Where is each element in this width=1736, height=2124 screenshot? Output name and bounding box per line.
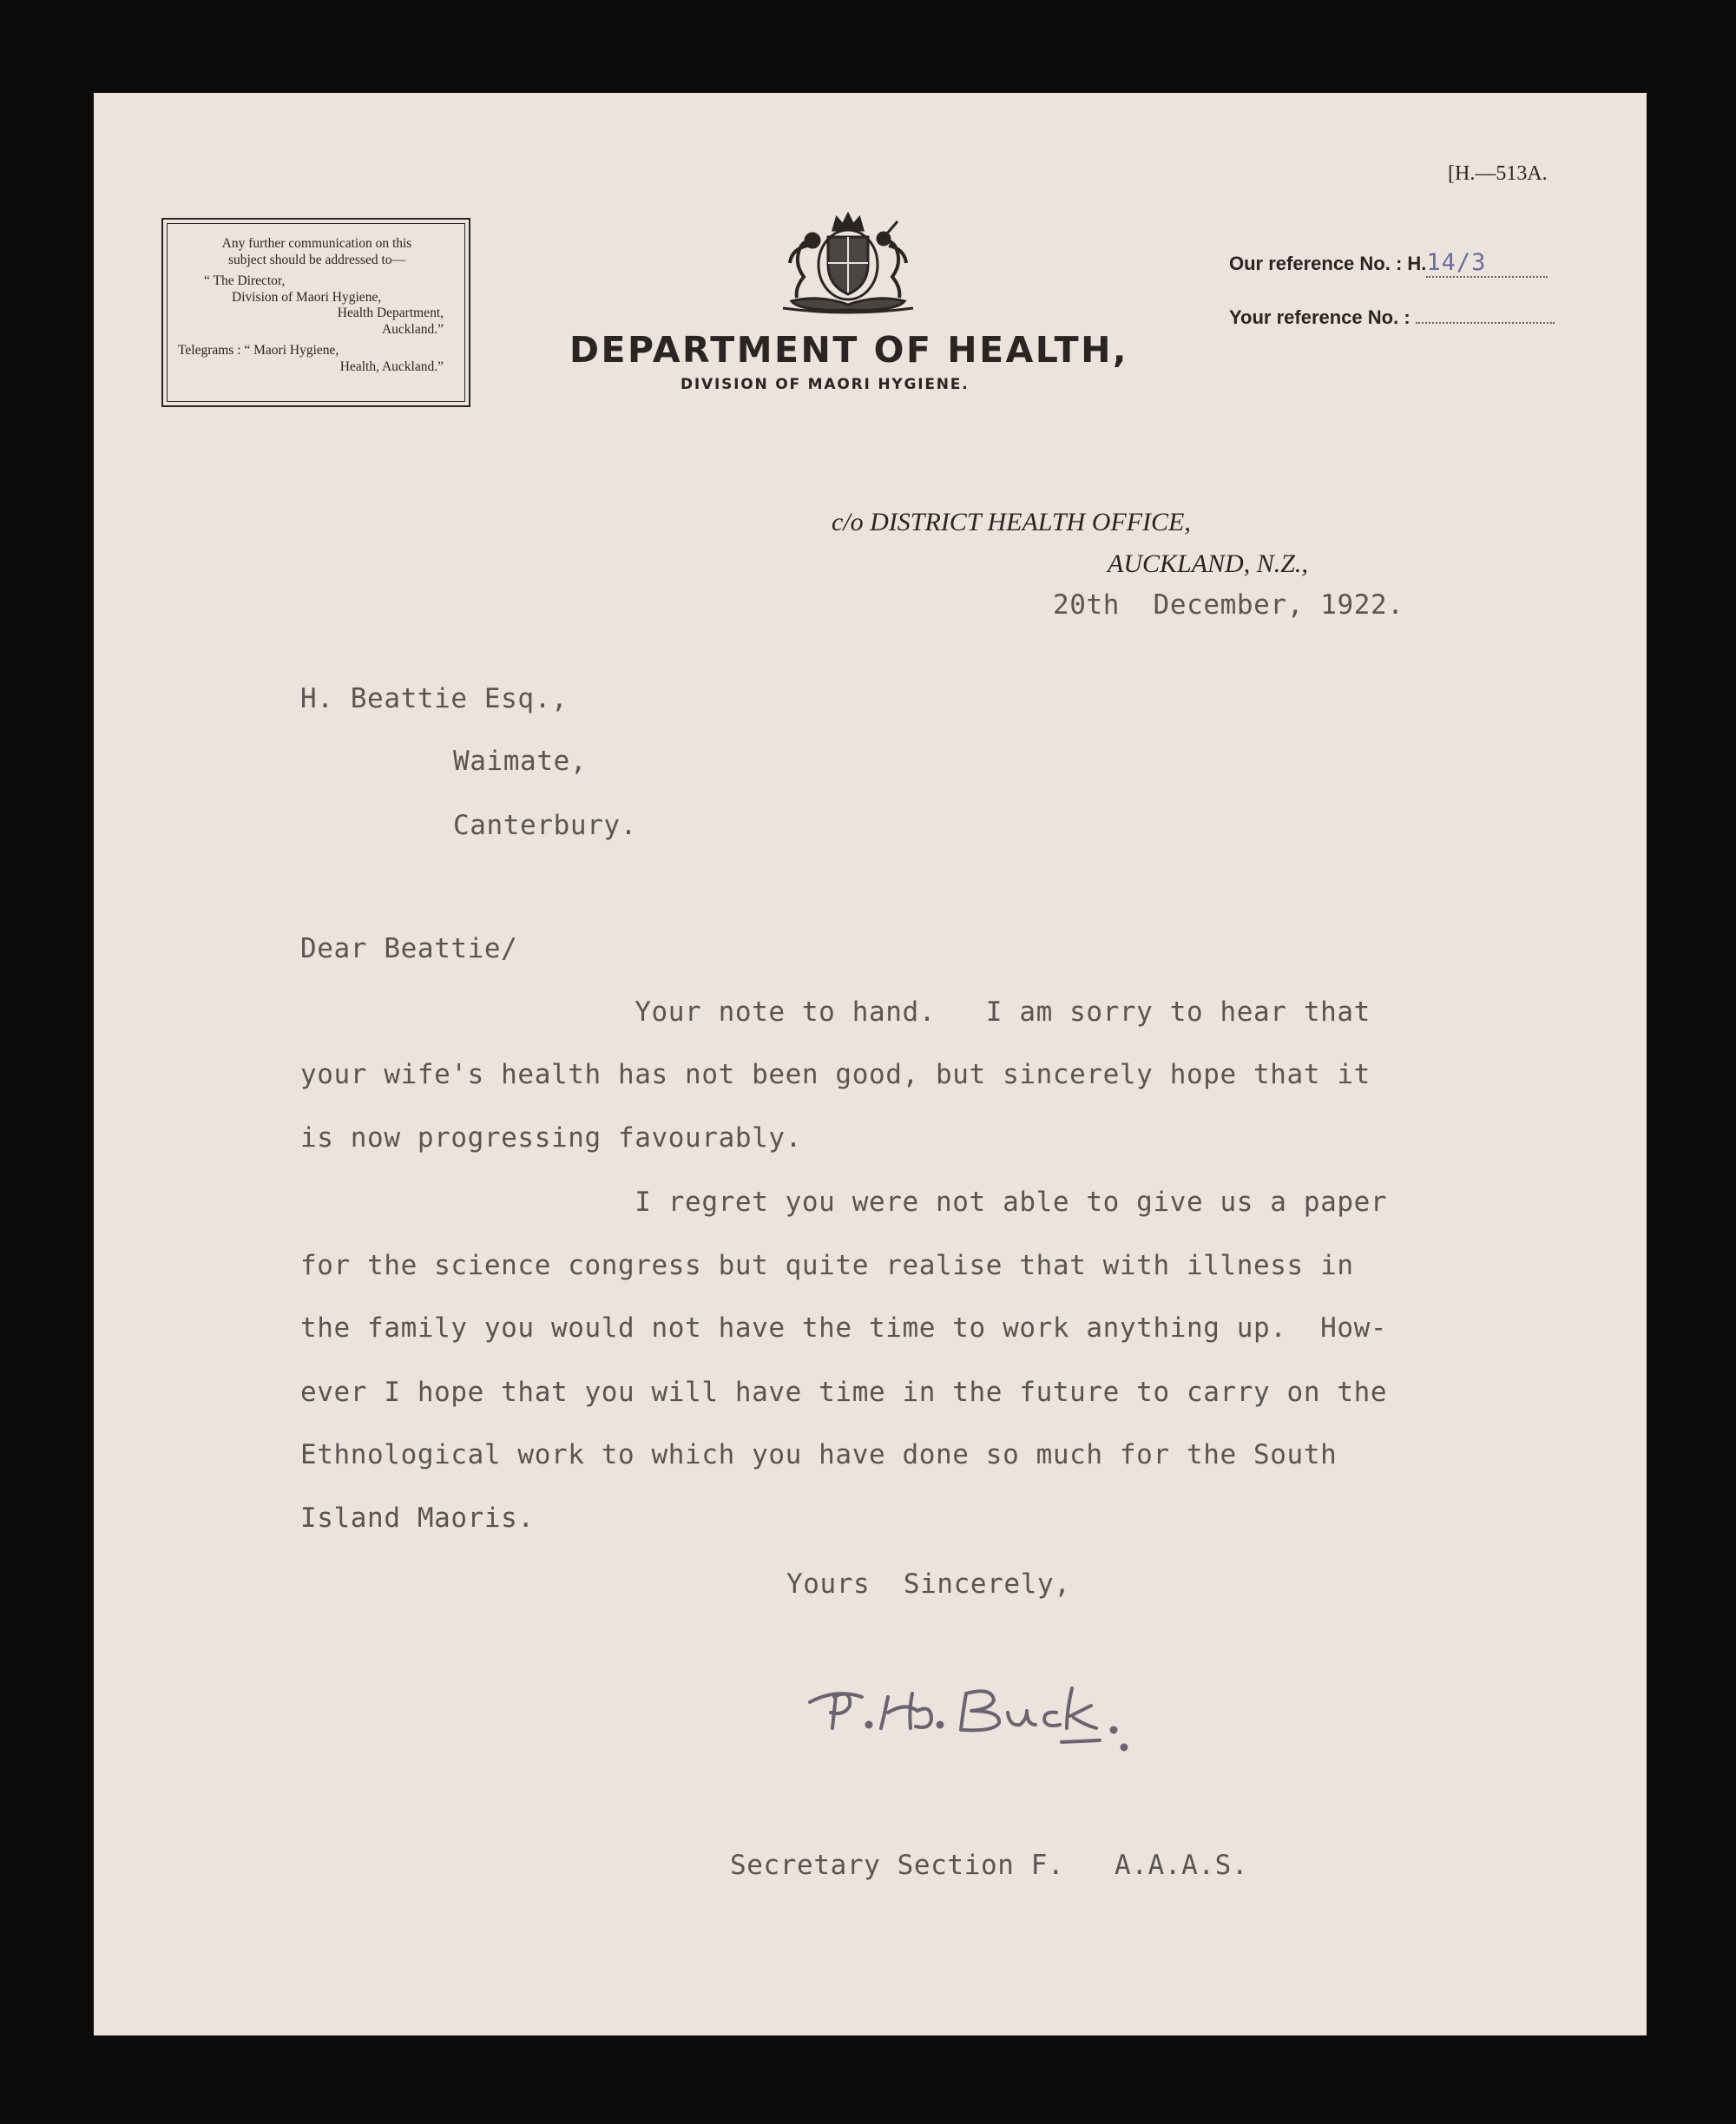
- body-line: your wife's health has not been good, but sincerely hope that it: [300, 1059, 1371, 1090]
- address-box-line: Any further communication on this: [221, 236, 412, 251]
- address-box-line: Health Department,: [337, 306, 444, 320]
- salutation: Dear Beattie/: [300, 933, 518, 964]
- recipient-line: Canterbury.: [453, 810, 637, 841]
- letter-page: [94, 93, 1647, 2035]
- address-box-line: Telegrams : “ Maori Hygiene,: [178, 343, 339, 358]
- your-reference-label: Your reference No. :: [1229, 306, 1410, 328]
- body-line: for the science congress but quite realise that with illness in: [300, 1250, 1354, 1281]
- body-line: is now progressing favourably.: [300, 1122, 802, 1154]
- body-line: Your note to hand. I am sorry to hear that: [300, 996, 1371, 1028]
- your-reference: [1229, 306, 1555, 329]
- address-box-line: “ The Director,: [204, 273, 286, 288]
- address-box-line: Division of Maori Hygiene,: [232, 289, 382, 305]
- address-box-line: Auckland.”: [381, 321, 444, 337]
- our-reference: [1229, 249, 1548, 278]
- body-line: Island Maoris.: [300, 1503, 535, 1534]
- our-reference-value: 14/3: [1426, 249, 1487, 276]
- your-reference-value: [1416, 322, 1555, 324]
- form-number: [H.—513A.: [1448, 162, 1548, 185]
- recipient-line: H. Beattie Esq.,: [300, 683, 569, 714]
- office-address-line: c/o DISTRICT HEALTH OFFICE,: [832, 508, 1191, 536]
- signatory-title: Secretary Section F. A.A.A.S.: [730, 1850, 1249, 1881]
- handwritten-signature: [801, 1662, 1183, 1758]
- letter-date: 20th December, 1922.: [1053, 589, 1404, 621]
- recipient-line: Waimate,: [453, 746, 588, 777]
- office-address-line: AUCKLAND, N.Z.,: [1108, 549, 1308, 578]
- body-line: Ethnological work to which you have done so much for the South: [300, 1439, 1338, 1470]
- address-box: [161, 218, 470, 407]
- sign-off: Yours Sincerely,: [786, 1568, 1071, 1600]
- body-line: I regret you were not able to give us a paper: [300, 1187, 1388, 1218]
- body-line: ever I hope that you will have time in the future to carry on the: [300, 1377, 1388, 1408]
- royal-coat-of-arms-icon: [757, 211, 939, 315]
- address-box-line: Health, Auckland.”: [339, 358, 444, 374]
- our-reference-label: Our reference No. : H.: [1229, 253, 1427, 274]
- address-box-line: subject should be addressed to—: [227, 252, 406, 267]
- division-subtitle: DIVISION OF MAORI HYGIENE.: [681, 376, 970, 393]
- body-line: the family you would not have the time to work anything up. How-: [300, 1312, 1388, 1344]
- department-title: DEPARTMENT OF HEALTH,: [569, 329, 1128, 371]
